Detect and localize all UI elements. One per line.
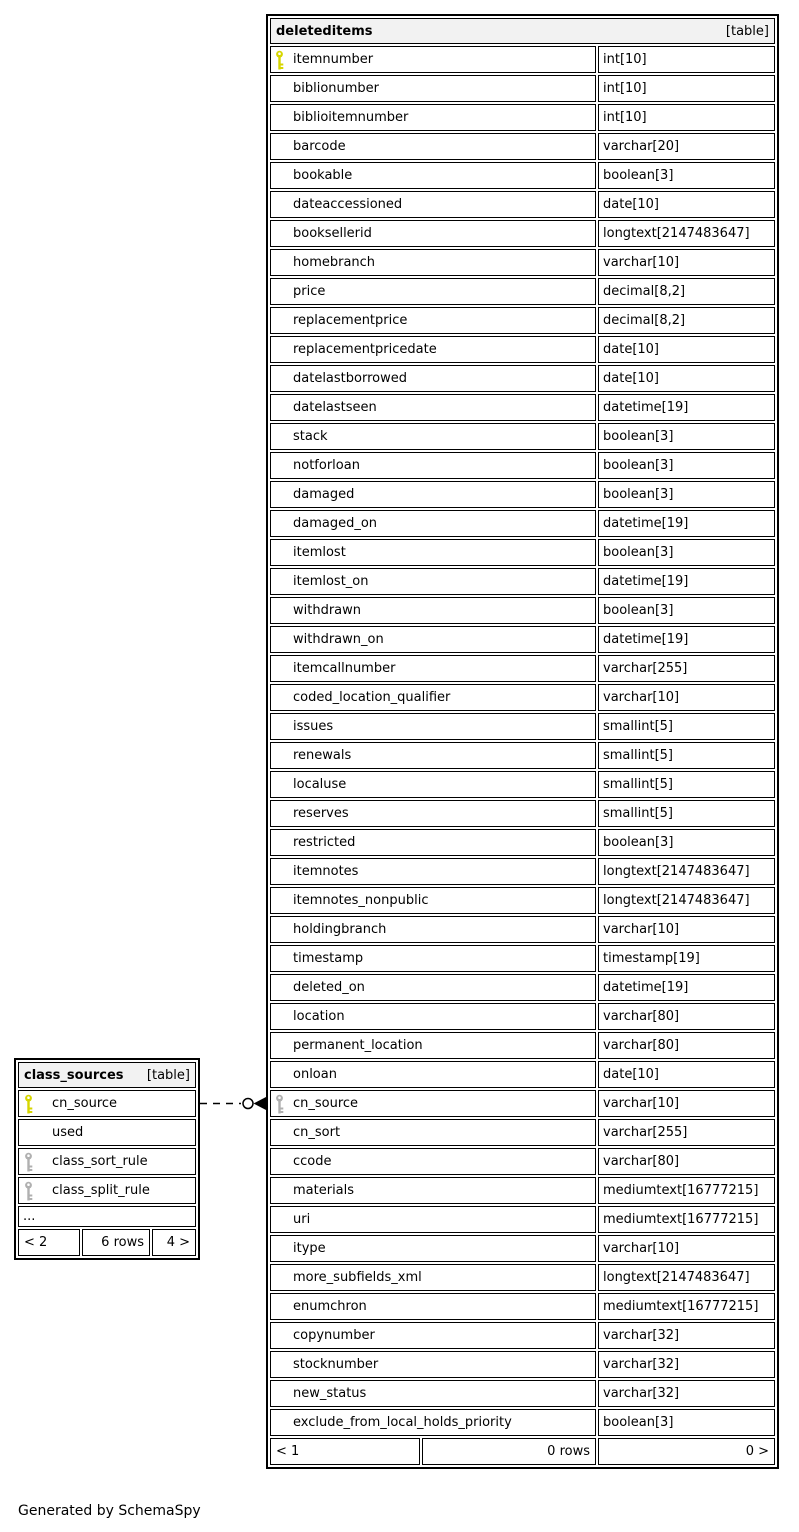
column-row xyxy=(270,829,775,856)
column-row xyxy=(270,1351,775,1378)
column-row xyxy=(270,365,775,392)
column-row xyxy=(270,597,775,624)
child-tables-count: 4 > xyxy=(152,1229,196,1256)
column-row xyxy=(270,1264,775,1291)
column-row xyxy=(270,626,775,653)
column-type: mediumtext[16777215] xyxy=(598,1177,775,1204)
column-row xyxy=(270,1003,775,1030)
column-type: boolean[3] xyxy=(598,162,775,189)
column-name: class_sort_rule xyxy=(52,1154,148,1169)
column-name: itemnotes_nonpublic xyxy=(293,893,429,908)
parent-tables-count: < 2 xyxy=(18,1229,80,1256)
column-type: varchar[32] xyxy=(598,1351,775,1378)
column-name: itype xyxy=(293,1241,326,1256)
column-name: itemcallnumber xyxy=(293,661,396,676)
column-name: barcode xyxy=(293,139,346,154)
column-row xyxy=(270,75,775,102)
column-name: restricted xyxy=(293,835,356,850)
column-type: datetime[19] xyxy=(598,510,775,537)
table-type-badge: [table] xyxy=(725,23,769,39)
column-row xyxy=(270,1235,775,1262)
column-type: smallint[5] xyxy=(598,771,775,798)
column-row xyxy=(270,1293,775,1320)
column-row xyxy=(270,974,775,1001)
column-row xyxy=(18,1090,196,1117)
column-name: new_status xyxy=(293,1386,367,1401)
column-name: withdrawn_on xyxy=(293,632,384,647)
table-type-badge: [table] xyxy=(146,1067,190,1083)
column-row xyxy=(270,1380,775,1407)
column-row xyxy=(270,220,775,247)
column-name: price xyxy=(293,284,326,299)
column-row xyxy=(270,945,775,972)
column-name: onloan xyxy=(293,1067,337,1082)
column-list xyxy=(18,1090,196,1227)
zero-cardinality-circle-icon xyxy=(243,1099,253,1109)
column-name: cn_sort xyxy=(293,1125,341,1140)
column-row xyxy=(18,1177,196,1204)
parent-tables-count: < 1 xyxy=(270,1438,420,1465)
column-type: mediumtext[16777215] xyxy=(598,1293,775,1320)
column-name: bookable xyxy=(293,168,353,183)
column-row xyxy=(270,1148,775,1175)
child-tables-count: 0 > xyxy=(598,1438,775,1465)
column-type: varchar[80] xyxy=(598,1003,775,1030)
column-type: longtext[2147483647] xyxy=(598,887,775,914)
column-name: location xyxy=(293,1009,345,1024)
column-row xyxy=(270,104,775,131)
column-type: date[10] xyxy=(598,1061,775,1088)
column-row xyxy=(270,684,775,711)
column-row xyxy=(270,191,775,218)
many-crowfoot-icon xyxy=(254,1097,267,1110)
column-type: longtext[2147483647] xyxy=(598,1264,775,1291)
column-type: varchar[80] xyxy=(598,1032,775,1059)
column-name: itemnotes xyxy=(293,864,359,879)
foreign-key-icon xyxy=(19,1181,52,1201)
column-row xyxy=(270,800,775,827)
column-name: enumchron xyxy=(293,1299,367,1314)
column-type: int[10] xyxy=(598,46,775,73)
column-name: biblionumber xyxy=(293,81,380,96)
column-row xyxy=(270,1090,775,1117)
column-name: stocknumber xyxy=(293,1357,379,1372)
column-name: dateaccessioned xyxy=(293,197,403,212)
column-name: permanent_location xyxy=(293,1038,423,1053)
column-type: varchar[255] xyxy=(598,1119,775,1146)
column-name: replacementpricedate xyxy=(293,342,437,357)
column-type: datetime[19] xyxy=(598,394,775,421)
column-name: deleted_on xyxy=(293,980,365,995)
fk-relationship-connector xyxy=(199,1092,267,1114)
column-type: datetime[19] xyxy=(598,626,775,653)
column-name: used xyxy=(52,1125,84,1140)
column-name: itemlost xyxy=(293,545,346,560)
column-name: cn_source xyxy=(52,1096,118,1111)
column-row xyxy=(270,1061,775,1088)
column-type: varchar[10] xyxy=(598,1090,775,1117)
column-name: withdrawn xyxy=(293,603,362,618)
column-type: varchar[32] xyxy=(598,1322,775,1349)
row-count: 0 rows xyxy=(422,1438,596,1465)
foreign-key-icon xyxy=(19,1152,52,1172)
column-row xyxy=(18,1119,196,1146)
column-row xyxy=(270,568,775,595)
column-row xyxy=(270,46,775,73)
column-type: varchar[32] xyxy=(598,1380,775,1407)
table-footer xyxy=(270,1438,775,1465)
column-row xyxy=(270,307,775,334)
column-type: datetime[19] xyxy=(598,974,775,1001)
column-name: replacementprice xyxy=(293,313,408,328)
column-row xyxy=(270,423,775,450)
row-count: 6 rows xyxy=(82,1229,150,1256)
column-name: notforloan xyxy=(293,458,360,473)
column-name: uri xyxy=(293,1212,311,1227)
column-type: int[10] xyxy=(598,104,775,131)
column-name: booksellerid xyxy=(293,226,372,241)
column-name: ccode xyxy=(293,1154,332,1169)
column-name: issues xyxy=(293,719,334,734)
table-name[interactable]: deleteditems xyxy=(276,23,373,39)
column-name: damaged_on xyxy=(293,516,378,531)
column-type: varchar[255] xyxy=(598,655,775,682)
column-type: boolean[3] xyxy=(598,829,775,856)
column-row xyxy=(270,1119,775,1146)
table-name[interactable]: class_sources xyxy=(24,1067,124,1083)
table-footer xyxy=(18,1229,196,1256)
column-row xyxy=(270,481,775,508)
column-name: holdingbranch xyxy=(293,922,387,937)
more-columns-row xyxy=(18,1206,196,1227)
column-row xyxy=(270,278,775,305)
column-type: varchar[10] xyxy=(598,249,775,276)
foreign-key-icon xyxy=(271,1094,293,1114)
table-header[interactable] xyxy=(270,18,775,44)
column-type: varchar[10] xyxy=(598,1235,775,1262)
column-type: decimal[8,2] xyxy=(598,278,775,305)
column-row xyxy=(270,1032,775,1059)
column-type: longtext[2147483647] xyxy=(598,858,775,885)
table-header[interactable] xyxy=(18,1062,196,1088)
column-name: localuse xyxy=(293,777,347,792)
column-list xyxy=(270,46,775,1436)
column-row xyxy=(270,1206,775,1233)
column-row xyxy=(270,1409,775,1436)
column-name: class_split_rule xyxy=(52,1183,150,1198)
column-type: date[10] xyxy=(598,191,775,218)
column-name: copynumber xyxy=(293,1328,375,1343)
column-name: homebranch xyxy=(293,255,376,270)
column-row xyxy=(270,742,775,769)
column-type: date[10] xyxy=(598,365,775,392)
column-name: materials xyxy=(293,1183,355,1198)
column-name: ... xyxy=(23,1209,36,1224)
column-type: varchar[10] xyxy=(598,916,775,943)
column-row xyxy=(270,858,775,885)
table-class-sources xyxy=(14,1058,200,1260)
column-name: biblioitemnumber xyxy=(293,110,409,125)
column-row xyxy=(270,655,775,682)
column-type: boolean[3] xyxy=(598,539,775,566)
column-name: itemlost_on xyxy=(293,574,369,589)
column-type: mediumtext[16777215] xyxy=(598,1206,775,1233)
column-row xyxy=(270,1322,775,1349)
column-row xyxy=(270,452,775,479)
column-row xyxy=(270,916,775,943)
column-name: itemnumber xyxy=(293,52,374,67)
column-row xyxy=(270,394,775,421)
column-row xyxy=(270,713,775,740)
column-name: renewals xyxy=(293,748,352,763)
column-row xyxy=(18,1148,196,1175)
column-name: damaged xyxy=(293,487,355,502)
column-name: timestamp xyxy=(293,951,364,966)
column-name: stack xyxy=(293,429,328,444)
generated-by-label: Generated by SchemaSpy xyxy=(18,1503,201,1519)
primary-key-icon xyxy=(19,1094,52,1114)
column-type: varchar[80] xyxy=(598,1148,775,1175)
column-type: boolean[3] xyxy=(598,423,775,450)
column-type: smallint[5] xyxy=(598,713,775,740)
column-type: decimal[8,2] xyxy=(598,307,775,334)
column-name: more_subfields_xml xyxy=(293,1270,422,1285)
column-name: datelastseen xyxy=(293,400,377,415)
column-type: smallint[5] xyxy=(598,800,775,827)
column-name: exclude_from_local_holds_priority xyxy=(293,1415,512,1430)
column-type: datetime[19] xyxy=(598,568,775,595)
column-row xyxy=(270,162,775,189)
column-row xyxy=(270,336,775,363)
column-row xyxy=(270,771,775,798)
column-type: boolean[3] xyxy=(598,481,775,508)
column-type: varchar[20] xyxy=(598,133,775,160)
column-type: boolean[3] xyxy=(598,1409,775,1436)
column-type: longtext[2147483647] xyxy=(598,220,775,247)
column-type: boolean[3] xyxy=(598,452,775,479)
column-row xyxy=(270,249,775,276)
column-name: coded_location_qualifier xyxy=(293,690,451,705)
column-row xyxy=(270,133,775,160)
column-row xyxy=(270,887,775,914)
column-type: timestamp[19] xyxy=(598,945,775,972)
primary-key-icon xyxy=(271,50,293,70)
column-type: date[10] xyxy=(598,336,775,363)
column-type: boolean[3] xyxy=(598,597,775,624)
column-name: cn_source xyxy=(293,1096,359,1111)
table-deleteditems xyxy=(266,14,779,1469)
column-name: datelastborrowed xyxy=(293,371,407,386)
column-row xyxy=(270,539,775,566)
column-type: int[10] xyxy=(598,75,775,102)
column-row xyxy=(270,1177,775,1204)
column-type: smallint[5] xyxy=(598,742,775,769)
column-name: reserves xyxy=(293,806,349,821)
column-type: varchar[10] xyxy=(598,684,775,711)
column-row xyxy=(270,510,775,537)
